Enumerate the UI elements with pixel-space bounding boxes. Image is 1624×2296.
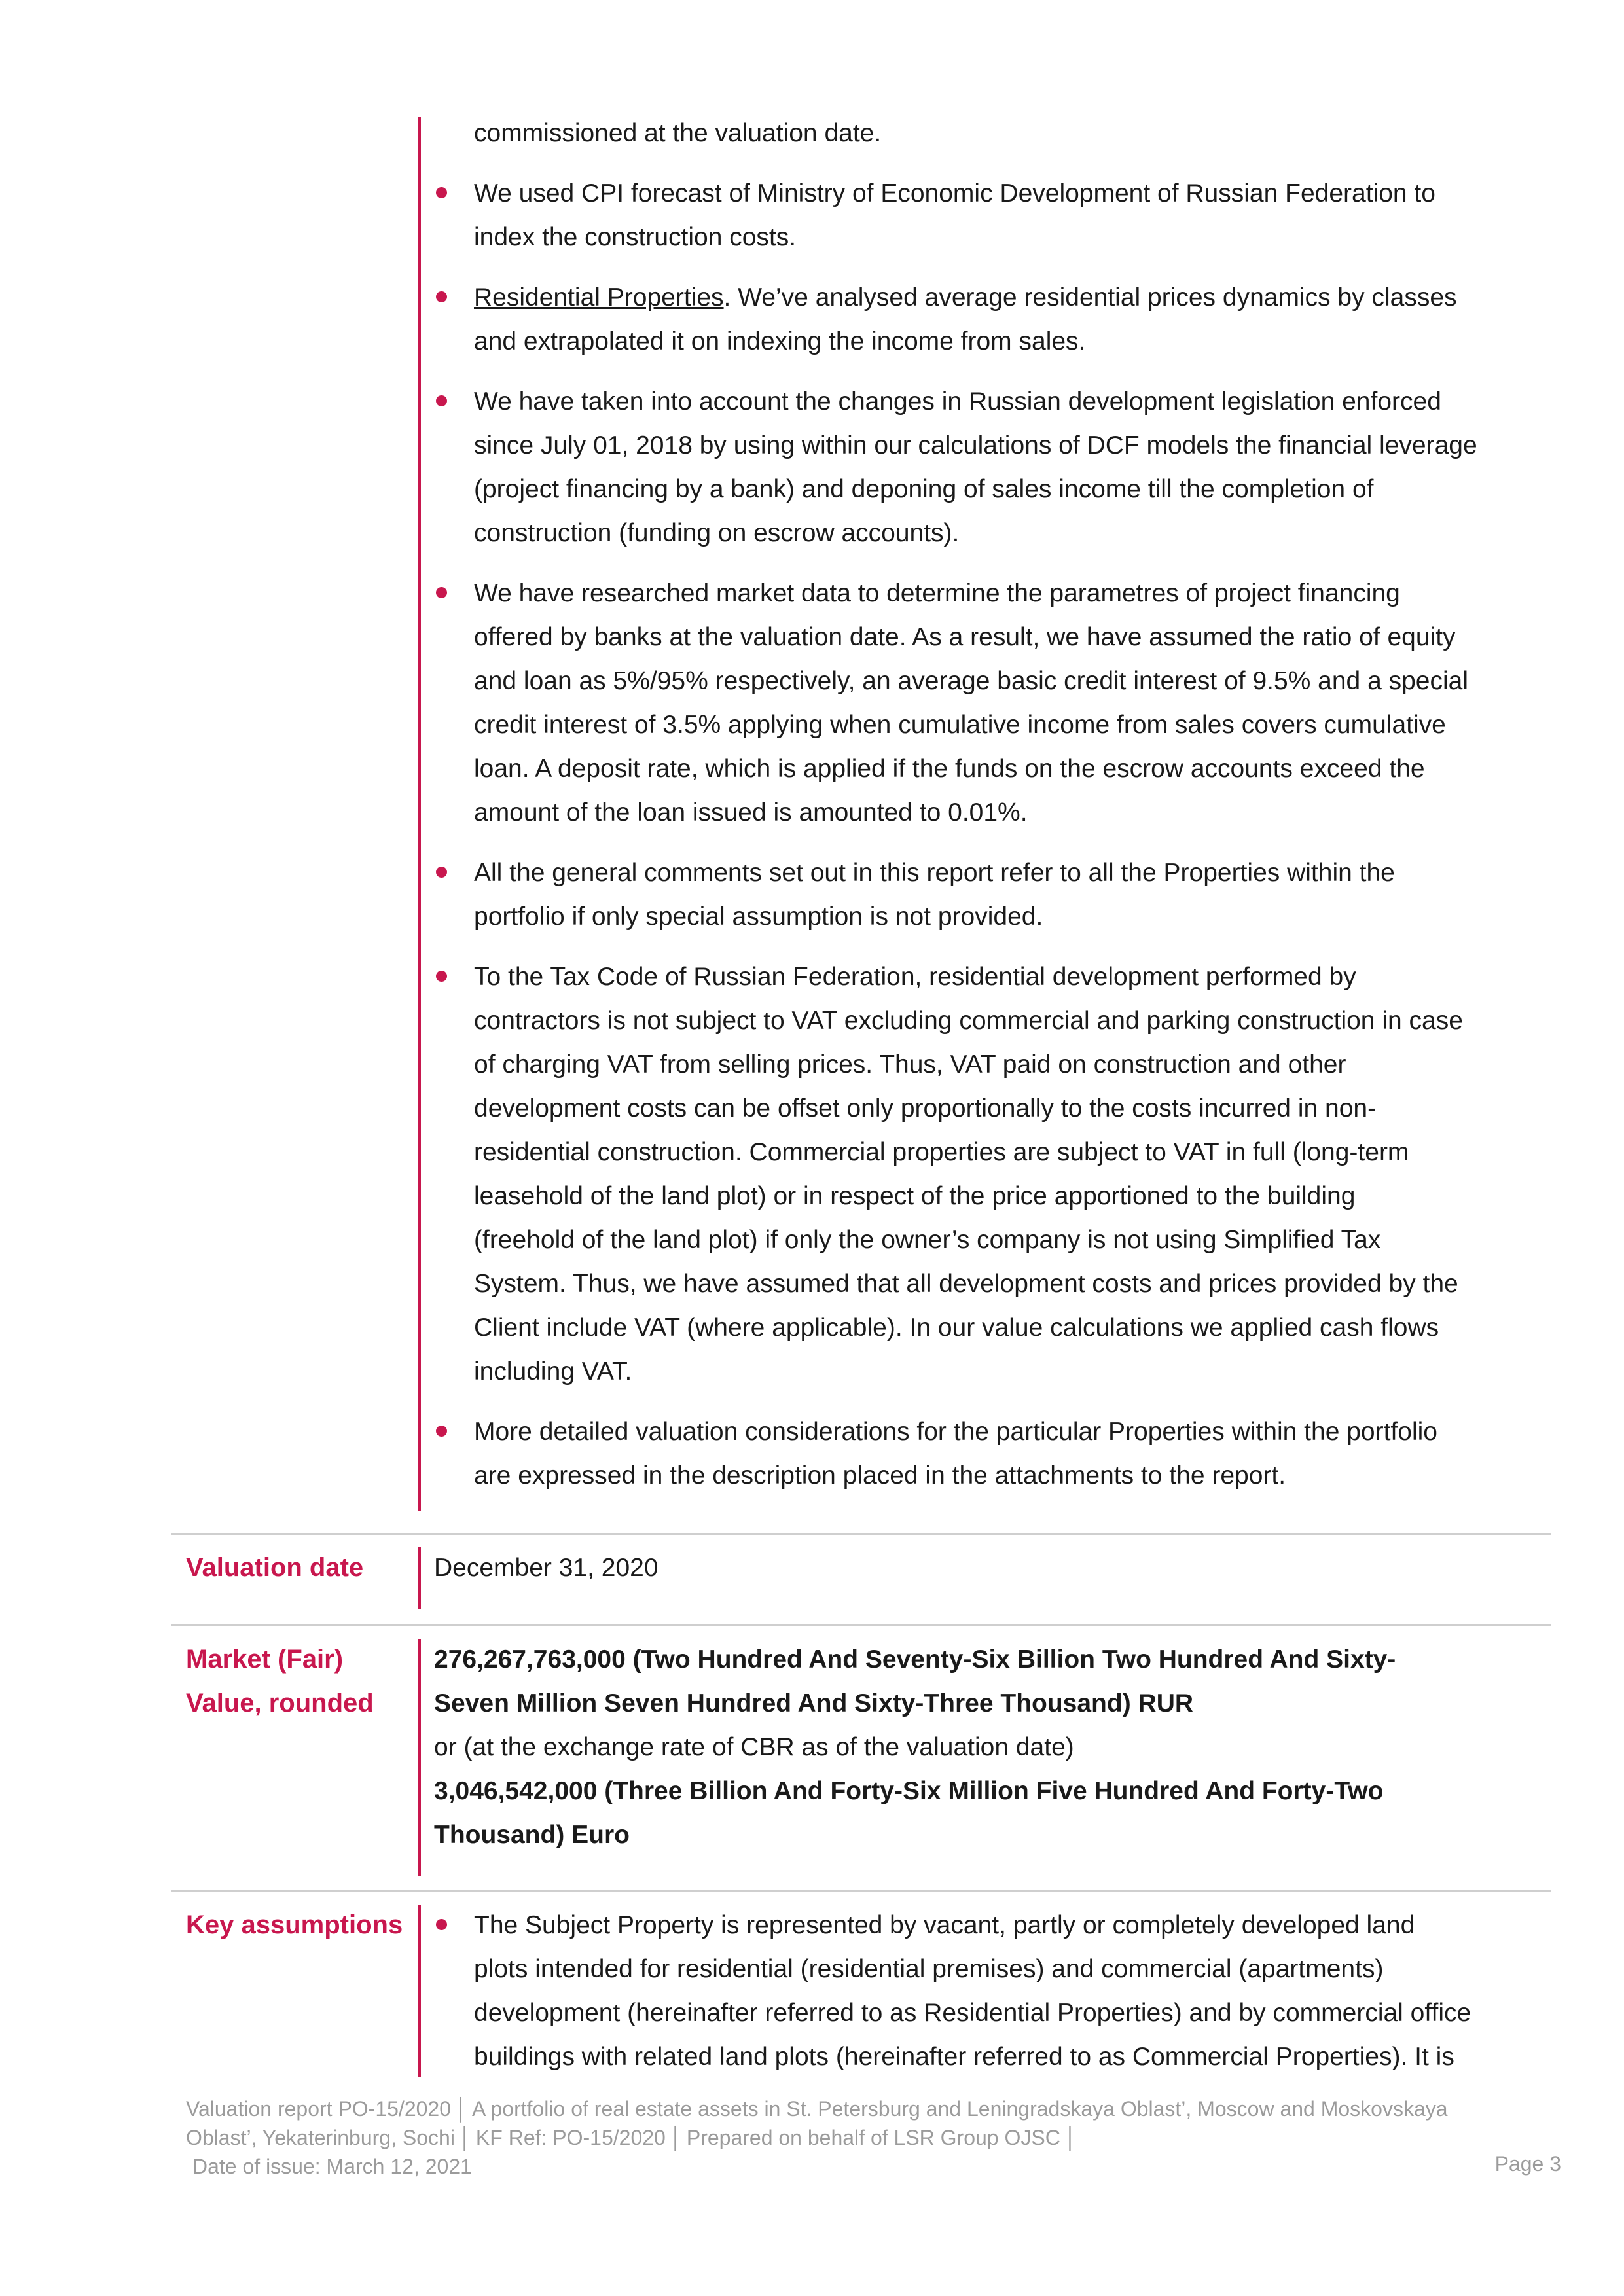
bullet-project-financing: We have researched market data to determine the parametres of project financing offered by banks at the valuation date. As a result, we have assumed the ratio of equity and loan as 5%/95% respectively, an average basic credit interest of 9.5% and a special credit interest of 3.5% applying when cumulative income from sales covers cumulative loan. A deposit rate, which is applied if the funds on the escrow accounts exceed the amount of the loan issued is amounted to 0.01%. [420,571,1559,834]
bullet-dot-icon [436,867,447,878]
key-assumptions-label: Key assumptions [186,1910,403,1939]
footer-prepared-for: Prepared on behalf of LSR Group OJSC [686,2126,1060,2149]
bullet-dot-icon [436,187,447,198]
bullet-dot-icon [436,587,447,598]
footer-kf-ref: KF Ref: PO-15/2020 [475,2126,666,2149]
value-eur-cont: Thousand) Euro [434,1821,630,1849]
bullet-cpi: We used CPI forecast of Ministry of Economic Development of Russian Federation to index the construction costs. [420,171,1559,259]
footer-issue-date: Date of issue: March 12, 2021 [192,2155,472,2178]
page-number: Page 3 [1494,2152,1561,2176]
row-divider [171,1624,1551,1626]
bullet-dot-icon [436,1919,447,1930]
value-rur-cont: Seven Million Seven Hundred And Sixty-Three Thousand) RUR [434,1689,1194,1717]
footer-separator: │ [458,2126,472,2149]
bullet-general-comments: All the general comments set out in this report refer to all the Properties within the portfolio if only special assumption is not provided. [420,851,1559,939]
footer-portfolio-desc: A portfolio of real estate assets in St. Petersburg and Leningradskaya Oblast’, Moscow and Moskovskaya [472,2097,1448,2121]
bullet-dot-icon [436,395,447,406]
row-divider [171,1890,1551,1892]
market-value-border [418,1639,421,1876]
footer-separator: │ [455,2097,468,2121]
valuation-date-border [418,1547,421,1609]
continuation-text: commissioned at the valuation date. [474,119,882,147]
exchange-rate-note: or (at the exchange rate of CBR as of the valuation date) [434,1733,1074,1761]
footer-separator: │ [1064,2126,1077,2149]
market-value-content [434,1638,1560,1857]
bullet-tax-code: To the Tax Code of Russian Federation, residential development performed by contractors is not subject to VAT excluding commercial and parking construction in case of charging VAT from selling prices. Thus, VAT paid on construction and other development costs can be offset only proportionally to the costs incurred in non- residential construction. Commercial properties are subject to VAT in full (long-term leasehold of the land plot) or in respect of the price apportioned to the building (freehold of the land plot) if only the owner’s company is not using Simplified Tax System. Thus, we have assumed that all development costs and prices provided by the Client include VAT (where applicable). In our value calculations we applied cash flows including VAT. [420,955,1559,1393]
value-rur: 276,267,763,000 (Two Hundred And Seventy-Six Billion Two Hundred And Sixty- [434,1645,1396,1674]
valuation-date-value: December 31, 2020 [434,1554,659,1582]
market-value-label: Market (Fair) Value, rounded [186,1645,374,1717]
valuation-date-label: Valuation date [186,1553,364,1582]
bullet-dot-icon [436,291,447,302]
assumptions-continuation [420,111,1559,1514]
bullet-residential-properties: Residential Properties. We’ve analysed average residential prices dynamics by classes and extrapolated it on indexing the income from sales. [420,276,1559,363]
bullet-detailed-considerations: More detailed valuation considerations for the particular Properties within the portfolio are expressed in the description placed in the attachments to the report. [420,1410,1559,1498]
key-assumptions-content [420,1903,1559,2079]
bullet-subject-property: The Subject Property is represented by vacant, partly or completely developed land plots intended for residential (residential premises) and commercial (apartments) development (hereinafter referred to as Residential Properties) and by commercial office buildings with related land plots (hereinafter referred to as Commercial Properties). It is [420,1903,1559,2079]
row-divider [171,1533,1551,1535]
value-eur: 3,046,542,000 (Three Billion And Forty-Six Million Five Hundred And Forty-Two [434,1777,1384,1805]
bullet-dot-icon [436,1426,447,1437]
footer-report-id: Valuation report PO-15/2020 [186,2097,451,2121]
bullet-legislation: We have taken into account the changes in Russian development legislation enforced since July 01, 2018 by using within our calculations of DCF models the financial leverage (project financing by a bank) and deponing of sales income till the completion of construction (funding on escrow accounts). [420,380,1559,555]
footer-separator: │ [669,2126,683,2149]
footer-portfolio-desc-cont: Oblast’, Yekaterinburg, Sochi [186,2126,455,2149]
residential-properties-term: Residential Properties [474,283,724,312]
page-footer [186,2094,1567,2181]
bullet-dot-icon [436,971,447,982]
